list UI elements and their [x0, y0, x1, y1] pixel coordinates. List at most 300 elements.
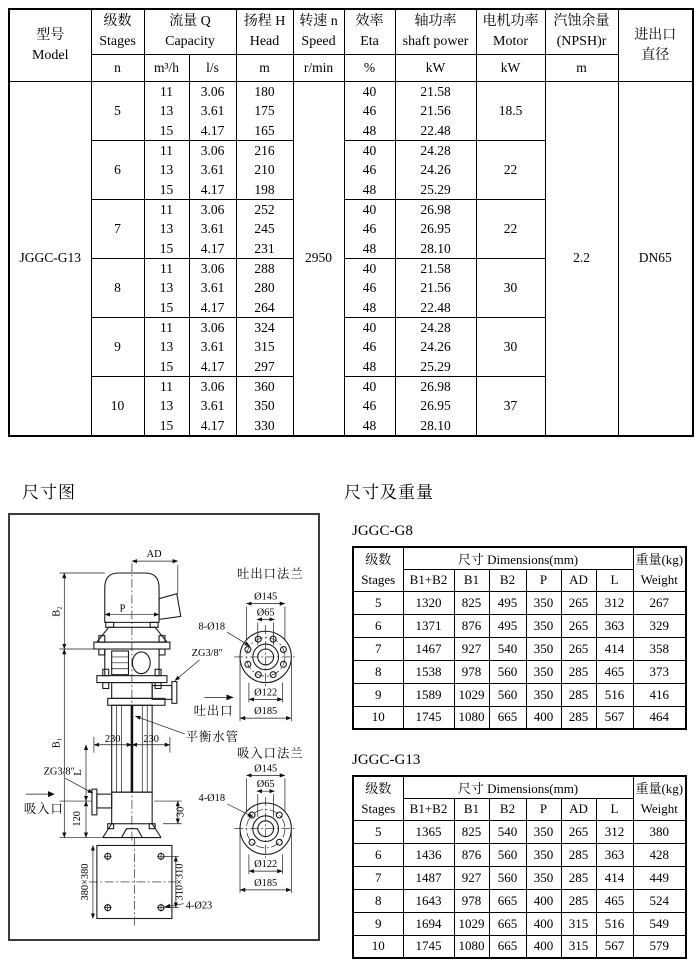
dim-table-cell: 363	[596, 614, 633, 637]
dim-table-cell: 350	[526, 820, 561, 843]
spec-flow-m3h-cell	[144, 200, 189, 259]
spec-header-head	[236, 9, 293, 55]
spec-motor-cell: 37	[476, 377, 545, 436]
value-line: 24.28	[420, 320, 451, 336]
value-line: 3.61	[200, 162, 225, 178]
dim-header-col-ad: AD	[561, 569, 596, 591]
discharge-flange-title: 吐出口法兰	[237, 566, 304, 581]
spec-eta-cell	[344, 259, 395, 318]
value-line: 15	[159, 181, 174, 197]
value-line: 252	[254, 202, 275, 218]
value-line: 15	[159, 122, 174, 138]
unit-ls: l/s	[189, 55, 236, 82]
dim-table-cell: 265	[561, 614, 596, 637]
dim-header-col-l: L	[596, 798, 633, 820]
dim-table-cell: 465	[596, 660, 633, 683]
dim-table-cell: 665	[489, 912, 526, 935]
dim-table-cell: 363	[596, 843, 633, 866]
dim-table-cell: 1589	[403, 683, 454, 706]
header-speed-en: Speed	[301, 34, 336, 49]
spec-eta-cell	[344, 318, 395, 377]
spec-eta-cell	[344, 82, 395, 141]
dim-table-cell: 560	[489, 660, 526, 683]
dim-table-cell: 350	[526, 591, 561, 614]
dim-table-cell: 540	[489, 637, 526, 660]
spec-shaft-power-cell	[395, 259, 476, 318]
dim-table-row	[353, 889, 686, 912]
dim-table-row	[353, 912, 686, 935]
value-line: 15	[159, 358, 174, 374]
spec-stage-cell: 7	[91, 200, 144, 259]
base-plan-view	[80, 838, 212, 927]
dim-table-cell: 6	[353, 843, 403, 866]
value-line: 4.17	[200, 240, 225, 256]
value-line: 46	[362, 162, 377, 178]
value-line: 28.10	[420, 240, 451, 256]
sf-holes-label: 4-Ø18	[198, 793, 226, 805]
dim-table-caption-g8: JGGC-G8	[352, 523, 413, 539]
value-line: 11	[160, 84, 173, 100]
value-line: 3.06	[200, 202, 225, 218]
spec-stage-cell: 10	[91, 377, 144, 436]
value-line: 46	[362, 103, 377, 119]
spec-motor-cell: 30	[476, 259, 545, 318]
dim-header-weight-cn: 重量(kg)	[633, 547, 686, 569]
value-line: 21.56	[420, 103, 451, 119]
dim-table-cell: 1538	[403, 660, 454, 683]
dim-table-cell: 1029	[454, 683, 489, 706]
value-line: 245	[254, 221, 275, 237]
dim-table-cell: 927	[454, 866, 489, 889]
value-line: 297	[254, 358, 275, 374]
dim-table-cell: 265	[561, 820, 596, 843]
header-model-cn: 型号	[36, 27, 65, 43]
dim-table-cell: 9	[353, 912, 403, 935]
dim-table-cell: 315	[561, 935, 596, 958]
header-capacity-en: Capacity	[165, 34, 215, 49]
dims-section-title: 尺寸及重量	[344, 483, 434, 502]
dim-header-col-p: P	[526, 798, 561, 820]
of-holes-label: 8-Ø18	[198, 621, 226, 633]
value-line: 40	[362, 320, 377, 336]
value-line: 25.29	[420, 181, 451, 197]
value-line: 21.58	[420, 84, 451, 100]
of-d65-label: Ø65	[256, 607, 275, 619]
value-line: 26.95	[420, 398, 451, 414]
spec-head-cell	[236, 200, 293, 259]
spec-eta-cell	[344, 200, 395, 259]
base-holes-label: 4-Ø23	[185, 900, 213, 912]
dim-table-cell: 665	[489, 706, 526, 729]
dim-table-cell: 9	[353, 683, 403, 706]
value-line: 360	[254, 379, 275, 394]
header-head-cn: 扬程 H	[243, 14, 286, 29]
dim-table-cell: 400	[526, 912, 561, 935]
spec-group-row	[9, 82, 693, 141]
spec-flow-m3h-cell	[144, 141, 189, 200]
dim-header-col-b1b2: B1+B2	[403, 798, 454, 820]
dim-header-col-p: P	[526, 569, 561, 591]
spec-header-stages	[91, 9, 144, 55]
dim-table-cell: 10	[353, 935, 403, 958]
spec-flow-m3h-cell	[144, 259, 189, 318]
dim-table-cell: 373	[633, 660, 686, 683]
dim-table-cell: 312	[596, 591, 633, 614]
pump-dimension-drawing	[10, 515, 318, 939]
value-line: 4.17	[200, 417, 225, 433]
dim-table-cell: 665	[489, 889, 526, 912]
header-capacity-cn: 流量 Q	[169, 14, 211, 29]
spec-eta-cell	[344, 377, 395, 436]
value-line: 48	[362, 122, 377, 138]
dim-120-label: 120	[72, 811, 84, 827]
value-line: 324	[254, 320, 275, 336]
discharge-flange-view	[199, 566, 304, 721]
dim-table-cell: 416	[633, 683, 686, 706]
spec-flow-ls-cell	[189, 82, 236, 141]
sf-d185-label: Ø185	[254, 877, 278, 889]
value-line: 3.61	[200, 280, 225, 296]
dim-table-cell: 560	[489, 843, 526, 866]
zg-right-label: ZG3/8″	[191, 647, 224, 659]
dim-table-cell: 567	[596, 706, 633, 729]
sf-d122-label: Ø122	[254, 859, 278, 871]
dim-table-cell: 285	[561, 706, 596, 729]
suction-flange-view	[199, 746, 304, 893]
dim-table-cell: 1694	[403, 912, 454, 935]
spec-stage-cell: 8	[91, 259, 144, 318]
sf-d145-label: Ø145	[254, 763, 278, 775]
value-line: 40	[362, 84, 377, 100]
unit-eta: %	[344, 55, 395, 82]
value-line: 165	[254, 122, 275, 138]
dim-table-cell: 380	[633, 820, 686, 843]
header-eta-cn: 效率	[355, 14, 384, 29]
dim-table-cell: 825	[454, 820, 489, 843]
dim-b2-label: B₂	[51, 606, 63, 617]
value-line: 3.06	[200, 84, 225, 100]
spec-header-capacity	[144, 9, 236, 55]
dim-table-cell: 464	[633, 706, 686, 729]
dim-table-cell: 285	[561, 889, 596, 912]
value-line: 24.26	[420, 162, 451, 178]
dim-table-cell: 414	[596, 637, 633, 660]
dim-header-col-b1: B1	[454, 798, 489, 820]
dimension-drawing-frame	[8, 513, 320, 941]
value-line: 46	[362, 398, 377, 414]
spec-flow-m3h-cell	[144, 318, 189, 377]
dim-table-cell: 540	[489, 820, 526, 843]
dim-table-cell: 315	[561, 912, 596, 935]
dim-b1-label: B₁	[51, 737, 63, 749]
dim-table-caption-g13: JGGC-G13	[352, 752, 421, 768]
dim-table-cell: 1436	[403, 843, 454, 866]
value-line: 4.17	[200, 358, 225, 374]
sf-d65-label: Ø65	[256, 779, 275, 791]
dim-table-cell: 876	[454, 843, 489, 866]
value-line: 48	[362, 299, 377, 315]
dim-table-row	[353, 614, 686, 637]
lantern	[132, 652, 150, 674]
spec-header-npsh	[545, 9, 618, 55]
dim-table-cell: 329	[633, 614, 686, 637]
dim-table-cell: 350	[526, 660, 561, 683]
header-motor-en: Motor	[493, 34, 529, 49]
dim-ad-label: AD	[146, 549, 162, 561]
header-model-en: Model	[31, 47, 69, 63]
value-line: 3.06	[200, 261, 225, 277]
unit-stages: n	[91, 55, 144, 82]
dim-table-cell: 5	[353, 591, 403, 614]
header-io-line1: 进出口	[634, 27, 677, 43]
dim-table-cell: 285	[561, 866, 596, 889]
unit-motor: kW	[476, 55, 545, 82]
value-line: 4.17	[200, 299, 225, 315]
header-motor-cn: 电机功率	[482, 14, 539, 29]
dim-l-label: L	[73, 769, 85, 776]
value-line: 4.17	[200, 181, 225, 197]
value-line: 15	[159, 417, 174, 433]
spec-eta-cell	[344, 141, 395, 200]
header-eta-en: Eta	[360, 34, 379, 49]
of-d185-label: Ø185	[254, 706, 278, 718]
outlet-label: 吐出口	[193, 704, 234, 719]
spec-stage-cell: 6	[91, 141, 144, 200]
value-line: 3.06	[200, 379, 225, 394]
value-line: 21.56	[420, 280, 451, 296]
value-line: 21.58	[420, 261, 451, 277]
dim-table-cell: 825	[454, 591, 489, 614]
header-head-en: Head	[249, 34, 280, 49]
dim-table-row	[353, 706, 686, 729]
zg-left-label: ZG3/8″	[43, 766, 75, 778]
dim-table-cell: 495	[489, 614, 526, 637]
dim-table-cell: 285	[561, 843, 596, 866]
spec-header-shaft-power	[395, 9, 476, 55]
value-line: 13	[159, 162, 174, 178]
value-line: 198	[254, 181, 275, 197]
unit-head: m	[236, 55, 293, 82]
spec-header-inlet-outlet	[618, 9, 693, 82]
dim-table-cell: 5	[353, 820, 403, 843]
value-line: 231	[254, 240, 275, 256]
spec-head-cell	[236, 377, 293, 436]
dim-table-row	[353, 843, 686, 866]
dim-table-cell: 350	[526, 843, 561, 866]
dim-table-cell: 449	[633, 866, 686, 889]
inlet-label: 吸入口	[23, 801, 64, 816]
value-line: 3.06	[200, 320, 225, 336]
spec-flow-ls-cell	[189, 200, 236, 259]
dim-table-row	[353, 683, 686, 706]
dim-header-stages-en: Stages	[353, 569, 403, 591]
value-line: 22.48	[420, 299, 451, 315]
dim-table-cell: 1080	[454, 935, 489, 958]
base-outer-label: 380×380	[79, 863, 91, 901]
spec-flow-ls-cell	[189, 259, 236, 318]
spec-flow-ls-cell	[189, 377, 236, 436]
value-line: 26.98	[420, 202, 451, 218]
dim-table-cell: 560	[489, 866, 526, 889]
dim-table-cell: 465	[596, 889, 633, 912]
dim-table-cell: 516	[596, 912, 633, 935]
unit-m3h: m³/h	[144, 55, 189, 82]
dim-table-cell: 400	[526, 889, 561, 912]
balance-pipe-label: 平衡水管	[185, 729, 239, 744]
value-line: 350	[254, 398, 275, 414]
spec-shaft-power-cell	[395, 141, 476, 200]
value-line: 210	[254, 162, 275, 178]
header-shaft-cn: 轴功率	[414, 14, 457, 29]
dim-header-col-b1: B1	[454, 569, 489, 591]
dim-table-cell: 265	[561, 591, 596, 614]
dim-table-cell: 285	[561, 660, 596, 683]
value-line: 11	[160, 320, 173, 336]
dim-table-cell: 1365	[403, 820, 454, 843]
value-line: 175	[254, 103, 275, 119]
value-line: 22.48	[420, 122, 451, 138]
value-line: 216	[254, 143, 275, 159]
spec-motor-cell: 22	[476, 200, 545, 259]
dim-table-cell: 267	[633, 591, 686, 614]
dim-table-row	[353, 820, 686, 843]
dim-table-cell: 665	[489, 935, 526, 958]
spec-head-cell	[236, 82, 293, 141]
value-line: 11	[160, 202, 173, 218]
value-line: 11	[160, 261, 173, 277]
dim-table-cell: 1029	[454, 912, 489, 935]
dim-table-cell: 7	[353, 637, 403, 660]
dim-table-row	[353, 660, 686, 683]
dim-table-cell: 312	[596, 820, 633, 843]
dim-table-cell: 1745	[403, 706, 454, 729]
spec-header-eta	[344, 9, 395, 55]
value-line: 46	[362, 280, 377, 296]
value-line: 330	[254, 417, 275, 433]
spec-head-cell	[236, 318, 293, 377]
value-line: 15	[159, 240, 174, 256]
dim-table-cell: 265	[561, 637, 596, 660]
suction-nozzle	[97, 794, 112, 808]
dim-header-stages-cn: 级数	[353, 776, 403, 798]
value-line: 264	[254, 299, 275, 315]
spec-table	[8, 8, 694, 437]
dim-header-col-ad: AD	[561, 798, 596, 820]
value-line: 48	[362, 417, 377, 433]
spec-model-cell: JGGC-G13	[9, 82, 91, 436]
dim-table-cell: 978	[454, 660, 489, 683]
spec-stage-cell: 5	[91, 82, 144, 141]
dim-header-stages-en: Stages	[353, 798, 403, 820]
of-d145-label: Ø145	[254, 591, 278, 603]
dim-header-dimensions: 尺寸 Dimensions(mm)	[403, 547, 633, 569]
header-io-line2: 直径	[641, 47, 670, 63]
dim-table-cell: 350	[526, 866, 561, 889]
dim-table-cell: 1745	[403, 935, 454, 958]
dim-table-cell: 927	[454, 637, 489, 660]
value-line: 48	[362, 358, 377, 374]
value-line: 11	[160, 379, 173, 394]
dim-table-cell: 1467	[403, 637, 454, 660]
dim-table-cell: 495	[489, 591, 526, 614]
spec-shaft-power-cell	[395, 318, 476, 377]
value-line: 26.98	[420, 379, 451, 394]
spec-flow-m3h-cell	[144, 377, 189, 436]
dim-header-col-l: L	[596, 569, 633, 591]
dim-table-row	[353, 935, 686, 958]
dim-header-weight-cn: 重量(kg)	[633, 776, 686, 798]
base-inner-label: 310×310	[174, 863, 186, 901]
value-line: 3.61	[200, 103, 225, 119]
value-line: 13	[159, 339, 174, 355]
dim-table-row	[353, 866, 686, 889]
value-line: 46	[362, 221, 377, 237]
value-line: 40	[362, 261, 377, 277]
value-line: 11	[160, 143, 173, 159]
spec-shaft-power-cell	[395, 200, 476, 259]
value-line: 13	[159, 221, 174, 237]
value-line: 13	[159, 103, 174, 119]
dim-230-left-label: 230	[104, 733, 121, 745]
dim-table-cell: 549	[633, 912, 686, 935]
dim-table-cell: 1643	[403, 889, 454, 912]
dim-table-row	[353, 637, 686, 660]
spec-motor-cell: 22	[476, 141, 545, 200]
value-line: 40	[362, 202, 377, 218]
dim-table-row	[353, 591, 686, 614]
header-npsh-en: (NPSH)r	[556, 34, 607, 49]
dim-table-cell: 350	[526, 683, 561, 706]
dim-table-cell: 1320	[403, 591, 454, 614]
spec-header-motor	[476, 9, 545, 55]
dim-header-col-b2: B2	[489, 569, 526, 591]
spec-motor-cell: 30	[476, 318, 545, 377]
dim-table-g8	[352, 546, 687, 730]
dim-table-cell: 285	[561, 683, 596, 706]
unit-speed: r/min	[293, 55, 344, 82]
dim-table-cell: 560	[489, 683, 526, 706]
motor-terminal-box	[159, 594, 181, 620]
value-line: 13	[159, 398, 174, 414]
value-line: 46	[362, 339, 377, 355]
dim-table-g13	[352, 775, 687, 959]
spec-stage-cell: 9	[91, 318, 144, 377]
header-speed-cn: 转速 n	[299, 14, 338, 29]
dim-table-cell: 10	[353, 706, 403, 729]
value-line: 3.06	[200, 143, 225, 159]
dim-table-cell: 414	[596, 866, 633, 889]
value-line: 13	[159, 280, 174, 296]
header-npsh-cn: 汽蚀余量	[553, 14, 610, 29]
value-line: 48	[362, 181, 377, 197]
unit-shaft: kW	[395, 55, 476, 82]
pump-elevation	[92, 563, 181, 841]
value-line: 40	[362, 143, 377, 159]
value-line: 24.26	[420, 339, 451, 355]
dim-table-cell: 358	[633, 637, 686, 660]
dim-table-cell: 567	[596, 935, 633, 958]
value-line: 4.17	[200, 122, 225, 138]
dim-header-weight-en: Weight	[633, 798, 686, 820]
dim-30-label: 30	[175, 806, 187, 818]
header-stages-cn: 级数	[103, 14, 132, 29]
dim-table-cell: 524	[633, 889, 686, 912]
spec-flow-ls-cell	[189, 318, 236, 377]
value-line: 48	[362, 240, 377, 256]
dim-table-cell: 428	[633, 843, 686, 866]
value-line: 28.10	[420, 417, 451, 433]
dim-table-cell: 7	[353, 866, 403, 889]
